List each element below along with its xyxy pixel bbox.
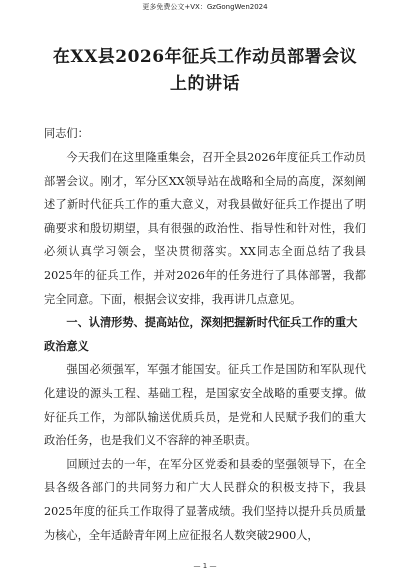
title-line-1: 在XX县2026年征兵工作动员部署会议 [52, 47, 358, 67]
page-number: — 1 — [193, 562, 217, 570]
greeting: 同志们： [44, 127, 89, 140]
document-body [44, 44, 366, 547]
section-1-paragraph-2: 回顾过去的一年，在军分区党委和县委的坚强领导下，在全县各级各部门的共同努力和广大人民群众的积极支持下，我县2025年度的征兵工作取得了显著成绩。我们坚持以提升兵员质量为核心，全年适龄青年网上应征报名人数突破2900人， [44, 457, 366, 542]
page-header-banner: 更多免费公文+VX：GzGongWen2024 [142, 3, 268, 11]
document-title [44, 44, 366, 98]
intro-paragraph: 今天我们在这里隆重集会，召开全县2026年度征兵工作动员部署会议。刚才，军分区XX领导站在战略和全局的高度，深刻阐述了新时代征兵工作的重大意义，对我县做好征兵工作提出了明确要求和殷切期望，具有很强的政治性、指导性和针对性，我们必须认真学习领会，坚决贯彻落实。XX同志全面总结了我县2025年的征兵工作，并对2026年的任务进行了具体部署，我都完全同意。下面，根据会议安排，我再讲几点意见。 [44, 151, 366, 306]
section-1-paragraph-1: 强国必须强军，军强才能国安。征兵工作是国防和军队现代化建设的源头工程、基础工程，是国家安全战略的重要支撑。做好征兵工作，为部队输送优质兵员，是党和人民赋予我们的重大政治任务，也是我们义不容辞的神圣职责。 [44, 363, 366, 448]
section-1-heading: 一、认清形势、提高站位，深刻把握新时代征兵工作的重大政治意义 [44, 316, 358, 353]
title-line-2: 上的讲话 [170, 74, 240, 94]
